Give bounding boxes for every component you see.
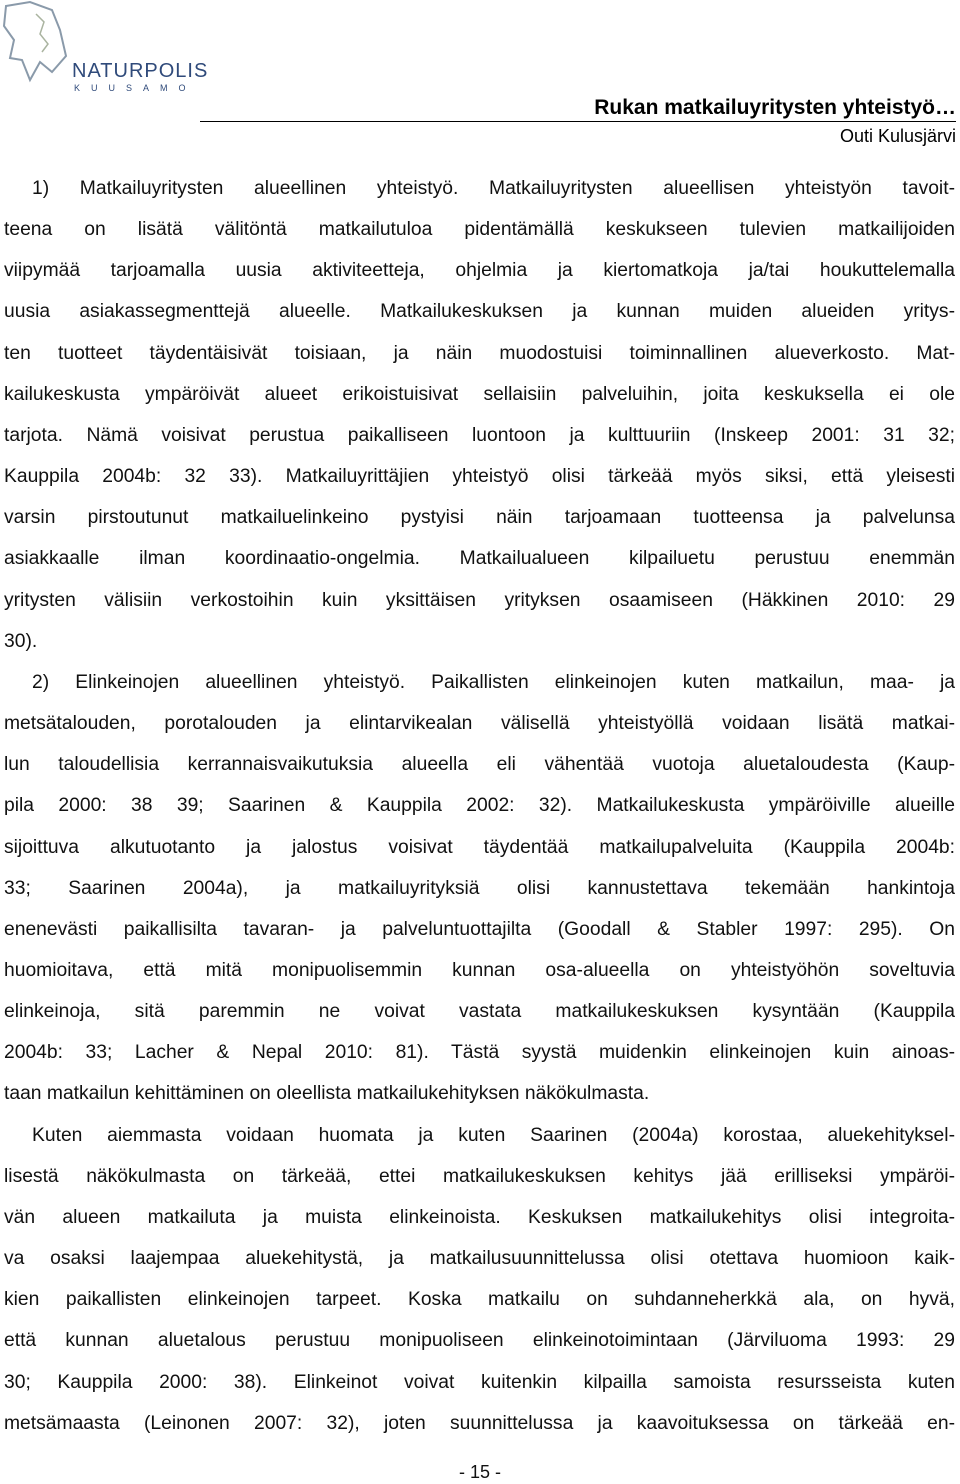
page-number: - 15 - bbox=[458, 1462, 501, 1482]
text-line: varsin pirstoutunut matkailuelinkeino pystyisi näin tarjoamaan tuotteensa ja palvelunsa bbox=[4, 507, 955, 529]
text-line: lun taloudellisia kerrannaisvaikutuksia alueella eli vähentää vuotoja aluetaloudesta (Kaup- bbox=[4, 754, 955, 776]
text-line: tarjota. Nämä voisivat perustua paikalliseen luontoon ja kulttuuriin (Inskeep 2001: 31 32; bbox=[4, 424, 955, 446]
text-line: asiakkaalle ilman koordinaatio-ongelmia. Matkailualueen kilpailuetu perustuu enemmän bbox=[4, 548, 955, 570]
running-header-author: Outi Kulusjärvi bbox=[839, 126, 956, 146]
text-line: elinkeinoja, sitä paremmin ne voivat vastata matkailukeskuksen kysyntään (Kauppila bbox=[4, 1001, 955, 1023]
text-line: metsämaasta (Leinonen 2007: 32), joten suunnittelussa ja kaavoituksessa on tärkeää en- bbox=[4, 1412, 955, 1434]
logo-subtitle: KUUSAMO bbox=[74, 83, 197, 93]
text-line: 2004b: 33; Lacher & Nepal 2010: 81). Tästä syystä muidenkin elinkeinojen kuin ainoas- bbox=[4, 1042, 955, 1064]
text-line: yritysten välisiin verkostoihin kuin yksittäisen yrityksen osaamiseen (Häkkinen 2010: 29 bbox=[4, 589, 955, 611]
text-line: 30; Kauppila 2000: 38). Elinkeinot voivat kuitenkin kilpailla samoista resursseista kuten bbox=[4, 1371, 955, 1393]
text-line: teena on lisätä välitöntä matkailutuloa pidentämällä keskukseen tulevien matkailijoiden bbox=[4, 219, 955, 241]
paragraph-2 bbox=[4, 662, 955, 1115]
header-rule bbox=[200, 121, 956, 122]
text-line: Kuten aiemmasta voidaan huomata ja kuten Saarinen (2004a) korostaa, aluekehityksel- bbox=[32, 1124, 955, 1146]
text-line: 30). bbox=[4, 630, 38, 652]
paragraph-1 bbox=[4, 168, 955, 662]
text-line: pila 2000: 38 39; Saarinen & Kauppila 2002: 32). Matkailukeskusta ympäröiville alueille bbox=[4, 795, 955, 817]
text-line: 33; Saarinen 2004a), ja matkailuyrityksiä olisi kannustettava tekemään hankintoja bbox=[4, 877, 955, 899]
text-line: sijoittuva alkutuotanto ja jalostus voisivat täydentää matkailupalveluita (Kauppila 2004b: bbox=[4, 836, 955, 858]
running-header-title: Rukan matkailuyritysten yhteistyö… bbox=[594, 96, 956, 119]
body-text bbox=[4, 168, 955, 1444]
text-line: uusia asiakassegmenttejä alueelle. Matkailukeskuksen ja kunnan muiden alueiden yritys- bbox=[4, 301, 955, 323]
text-line: 2) Elinkeinojen alueellinen yhteistyö. Paikallisten elinkeinojen kuten matkailun, maa- ja bbox=[32, 671, 955, 693]
logo-wordmark: NATURPOLIS bbox=[72, 60, 209, 82]
text-line: enenevästi paikallisilta tavaran- ja palveluntuottajilta (Goodall & Stabler 1997: 295). On bbox=[4, 918, 955, 940]
text-line: kailukeskusta ympäröivät alueet erikoistuisivat sellaisiin palveluihin, joita keskuksella ei ole bbox=[4, 383, 955, 405]
text-line: ten tuotteet täydentäisivät toisiaan, ja näin muodostuisi toiminnallinen alueverkosto. Mat- bbox=[4, 342, 955, 364]
naturpolis-logo bbox=[0, 0, 209, 96]
text-line: va osaksi laajempaa aluekehitystä, ja matkailusuunnittelussa olisi otettava huomioon kaik- bbox=[4, 1248, 955, 1270]
text-line: 1) Matkailuyritysten alueellinen yhteistyö. Matkailuyritysten alueellisen yhteistyön tavoit- bbox=[32, 178, 955, 199]
paragraph-3 bbox=[4, 1115, 955, 1444]
text-line: kien paikallisten elinkeinojen tarpeet. Koska matkailu on suhdanneherkkä ala, on hyvä, bbox=[4, 1289, 955, 1311]
text-line: että kunnan aluetalous perustuu monipuoliseen elinkeinotoimintaan (Järviluoma 1993: 29 bbox=[4, 1330, 955, 1352]
text-line: vän alueen matkailuta ja muista elinkeinoista. Keskuksen matkailukehitys olisi integroita- bbox=[4, 1206, 955, 1228]
text-line: Kauppila 2004b: 32 33). Matkailuyrittäjien yhteistyö olisi tärkeää myös siksi, että yleisesti bbox=[4, 466, 955, 488]
text-line: lisestä näkökulmasta on tärkeää, ettei matkailukeskuksen kehitys jää erilliseksi ympäröi- bbox=[4, 1165, 955, 1187]
text-line: taan matkailun kehittäminen on oleellista matkailukehityksen näkökulmasta. bbox=[4, 1083, 650, 1105]
text-line: viipymää tarjoamalla uusia aktiviteetteja, ohjelmia ja kiertomatkoja ja/tai houkuttelemalla bbox=[4, 260, 955, 282]
text-line: huomioitava, että mitä monipuolisemmin kunnan osa-alueella on yhteistyöhön soveltuvia bbox=[4, 959, 955, 981]
text-line: metsätalouden, porotalouden ja elintarvikealan välisellä yhteistyöllä voidaan lisätä matkai- bbox=[4, 713, 955, 735]
